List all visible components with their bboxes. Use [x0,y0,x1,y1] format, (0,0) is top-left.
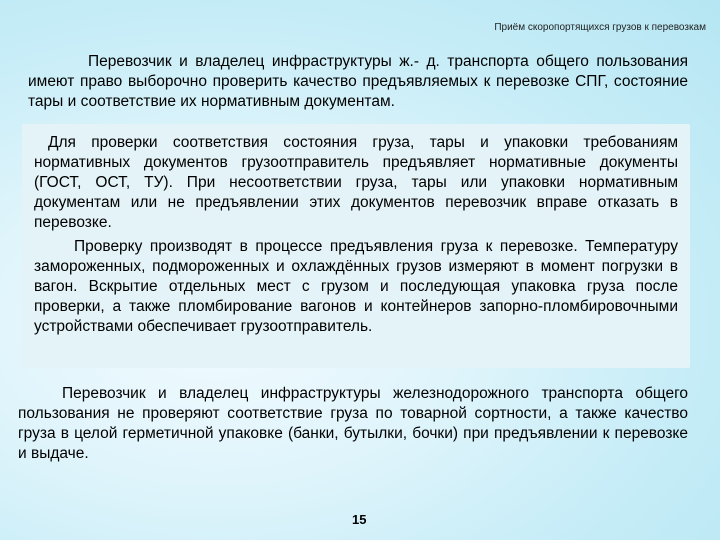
paragraph-normative-documents: Для проверки соответствия состояния груза, тары и упаковки требованиям нормативных документов грузоотправитель предъявляет нормативные документы (ГОСТ, ОСТ, ТУ). При несоответствии груза, тары или упаковки нормативным документам или не предъявлении этих документов перевозчик вправе отказать в перевозке. [34,134,678,231]
paragraph-check-procedure: Проверку производят в процессе предъявления груза к перевозке. Температуру замороженных, подмороженных и охлаждённых грузов измеряют в момент погрузки в вагон. Вскрытие отдельных мест с грузом и последующая упаковка груза после проверки, а также пломбирование вагонов и контейнеров запорно-пломбировочными устройствами обеспечивает грузоотправитель. [34,238,678,335]
page-number: 15 [352,512,367,527]
paragraph-quality-check-right: Перевозчик и владелец инфраструктуры ж.- д. транспорта общего пользования имеют право выборочно проверить качество предъявляемых к перевозке СПГ, состояние тары и соответствие их нормативным документам. [28,53,688,110]
slide-header-title: Приём скоропортящихся грузов к перевозкам [494,22,706,33]
paragraph-no-grade-check: Перевозчик и владелец инфраструктуры железнодорожного транспорта общего пользования не проверяют соответствие груза по товарной сортности, а также качество груза в целой герметичной упаковке (банки, бутылки, бочки) при предъявлении к перевозке и выдаче. [18,385,688,462]
